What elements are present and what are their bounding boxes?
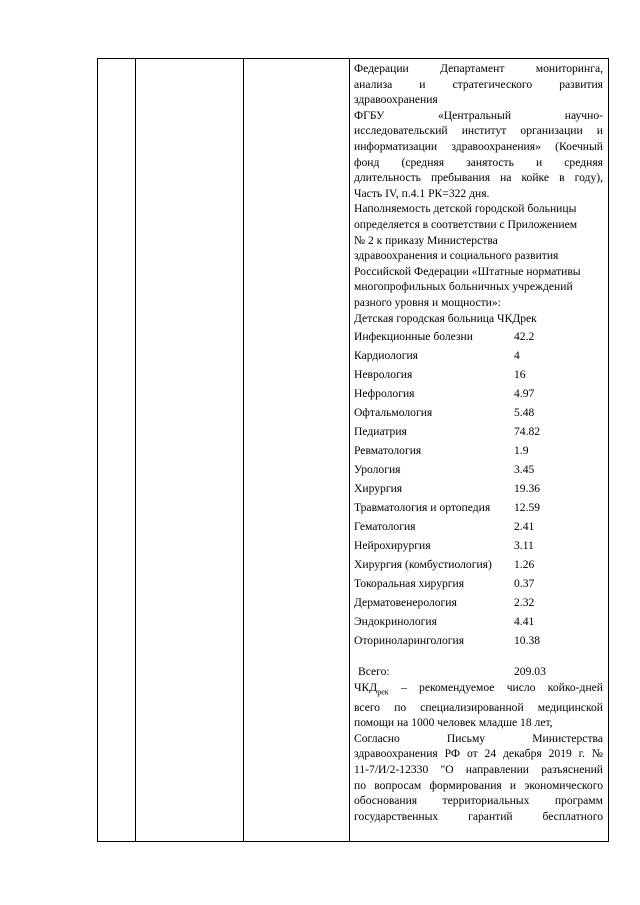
text-line: государственных гарантий бесплатного (354, 809, 603, 823)
closing-paragraph (354, 700, 603, 825)
specialty-name: Нейрохирургия (354, 539, 431, 553)
text-line: здравоохранения (354, 93, 438, 107)
intro-paragraph (354, 61, 603, 311)
table-row (354, 536, 603, 555)
specialty-name: Эндокринология (354, 615, 437, 629)
table-row (354, 555, 603, 574)
bed-days-value: 42.2 (514, 330, 535, 344)
bed-days-value: 0.37 (514, 577, 535, 591)
text-line: фонд (средняя занятость и средняя (354, 155, 603, 169)
table-row (354, 327, 603, 346)
bed-days-value: 4.41 (514, 615, 535, 629)
text-line: Наполняемость детской городской больницы (354, 202, 577, 216)
specialty-name: Неврология (354, 368, 413, 382)
text-line: всего по специализированной медицинской (354, 700, 603, 714)
table-row (354, 346, 603, 365)
text-line: обоснования территориальных программ (354, 794, 603, 808)
document-table (97, 58, 609, 842)
text-line: ФГБУ «Центральный научно- (354, 108, 603, 122)
table-title: Детская городская больница ЧКДрек (354, 311, 537, 325)
total-row (354, 664, 603, 680)
bed-days-value: 1.9 (514, 444, 529, 458)
bed-days-value: 3.11 (514, 539, 534, 553)
table-row (354, 498, 603, 517)
bed-days-value: 16 (514, 368, 526, 382)
chkd-definition: $ЧКД_{рек}$ – рекомендуемое число койко-дней (354, 680, 603, 696)
bed-days-value: 4.97 (514, 387, 535, 401)
text-line: Федерации Департамент мониторинга, (354, 62, 603, 75)
table-row (354, 365, 603, 384)
text-line: помощи на 1000 человек младше 18 лет, (354, 716, 553, 730)
text-line: Часть IV, п.4.1 РК=322 дня. (354, 186, 490, 200)
column-divider-1 (135, 59, 136, 841)
specialty-name: Офтальмология (354, 406, 433, 420)
specialty-name: Нефрология (354, 387, 415, 401)
specialty-name: Оториноларингология (354, 634, 465, 648)
text-line: здравоохранения РФ от 24 декабря 2019 г. № (354, 747, 603, 761)
specialty-name: Урология (354, 463, 401, 477)
text-line: Российской Федерации «Штатные нормативы (354, 264, 581, 278)
bed-days-value: 19.36 (514, 482, 541, 496)
text-line: определяется в соответствии с Приложением (354, 217, 578, 231)
specialty-name: Инфекционные болезни (354, 330, 473, 344)
text-line: анализа и стратегического развития (354, 77, 603, 91)
table-row (354, 574, 603, 593)
total-value: 209.03 (514, 665, 546, 679)
table-row (354, 422, 603, 441)
column-divider-3 (349, 59, 350, 841)
bed-days-value: 74.82 (514, 425, 541, 439)
table-row (354, 403, 603, 422)
specialty-name: Травматология и ортопедия (354, 501, 491, 515)
specialty-name: Педиатрия (354, 425, 407, 439)
text-line: 11-7/И/2-12330 "О направлении разъяснений (354, 762, 603, 776)
bed-days-table (354, 327, 603, 650)
bed-days-value: 2.32 (514, 596, 535, 610)
text-line: длительность пребывания на койке в году), (354, 171, 603, 185)
table-row (354, 460, 603, 479)
bed-days-value: 3.45 (514, 463, 535, 477)
text-line: разного уровня и мощности»: (354, 295, 501, 309)
text-line: здравоохранения и социального развития (354, 249, 559, 263)
bed-days-value: 5.48 (514, 406, 535, 420)
column-divider-2 (243, 59, 244, 841)
text-cell (354, 61, 603, 824)
bed-days-value: 10.38 (514, 634, 541, 648)
specialty-name: Кардиология (354, 349, 418, 363)
text-line: информатизации здравоохранения» (Коечный (354, 139, 603, 153)
table-row (354, 593, 603, 612)
specialty-name: Токоральная хирургия (354, 577, 465, 591)
text-line: Согласно Письму Министерства (354, 731, 603, 745)
specialty-name: Гематология (354, 520, 416, 534)
text-line: исследовательский институт организации и (354, 124, 603, 138)
table-row (354, 479, 603, 498)
bed-days-value: 1.26 (514, 558, 535, 572)
text-line: многопрофильных больничных учреждений (354, 280, 573, 294)
table-row (354, 441, 603, 460)
text-line: № 2 к приказу Министерства (354, 233, 498, 247)
bed-days-value: 12.59 (514, 501, 541, 515)
total-label: Всего: (358, 665, 390, 679)
table-row (354, 612, 603, 631)
specialty-name: Ревматология (354, 444, 422, 458)
specialty-name: Хирургия (комбустиология) (354, 558, 492, 572)
table-row (354, 517, 603, 536)
specialty-name: Дерматовенерология (354, 596, 457, 610)
specialty-name: Хирургия (354, 482, 403, 496)
bed-days-value: 2.41 (514, 520, 535, 534)
bed-days-value: 4 (514, 349, 520, 363)
text-line: по вопросам формирования и экономического (354, 778, 603, 792)
table-row (354, 384, 603, 403)
table-row (354, 631, 603, 650)
